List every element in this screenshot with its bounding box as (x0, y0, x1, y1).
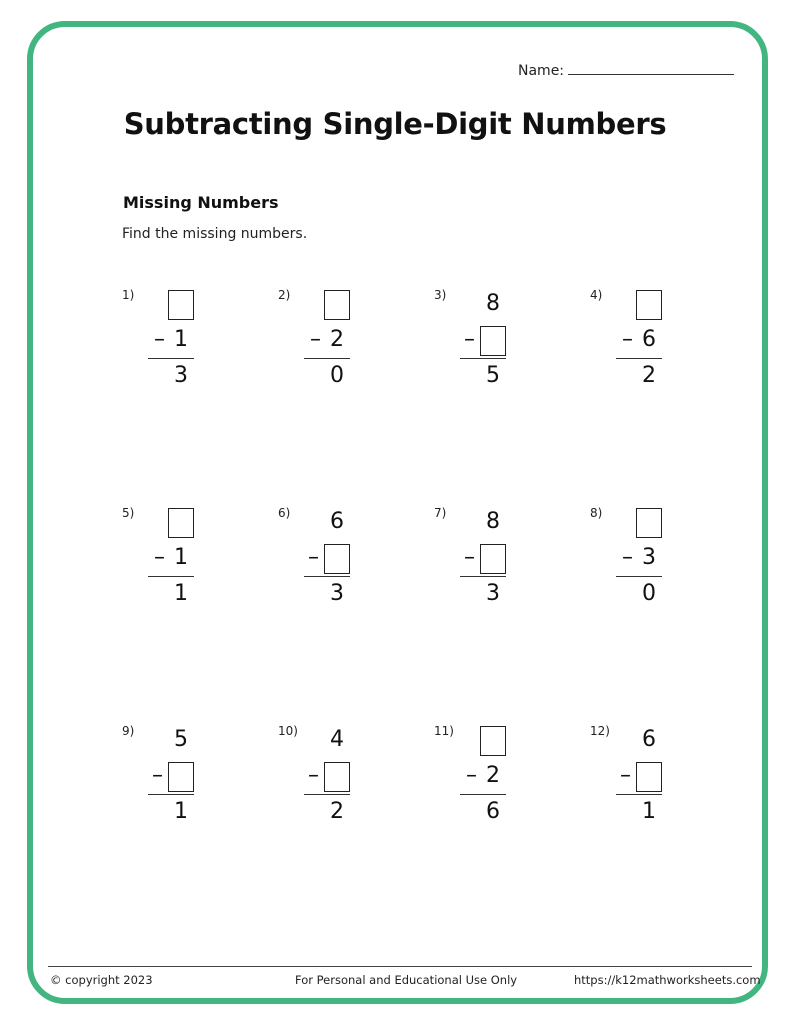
problem-5 (122, 506, 242, 616)
problem-number: 11) (434, 724, 454, 738)
answer-box[interactable] (168, 762, 194, 792)
subtrahend-row (304, 760, 350, 794)
problem-3 (434, 288, 554, 398)
difference: 3 (174, 363, 188, 388)
answer-rule (304, 576, 350, 577)
minus-sign: – (622, 545, 633, 570)
subtrahend: 1 (174, 545, 188, 570)
subtrahend: 2 (486, 763, 500, 788)
subtrahend-row (148, 324, 194, 358)
minus-sign: – (310, 327, 321, 352)
name-blank-line[interactable] (568, 62, 734, 75)
problem-1 (122, 288, 242, 398)
problem-8 (590, 506, 710, 616)
answer-box[interactable] (324, 544, 350, 574)
minus-sign: – (308, 763, 319, 788)
answer-rule (616, 576, 662, 577)
minus-sign: – (466, 763, 477, 788)
answer-box[interactable] (324, 762, 350, 792)
footer-usage: For Personal and Educational Use Only (295, 973, 518, 987)
difference-row (304, 796, 350, 828)
problem-number: 3) (434, 288, 447, 302)
difference: 3 (330, 581, 344, 606)
answer-box[interactable] (480, 326, 506, 356)
name-field[interactable] (518, 62, 734, 79)
problem-number: 8) (590, 506, 603, 520)
difference-row (148, 796, 194, 828)
minuend-row (148, 288, 194, 322)
problem-6 (278, 506, 398, 616)
minuend-row (304, 724, 350, 758)
difference-row (616, 578, 662, 610)
subtrahend: 3 (642, 545, 656, 570)
minuend: 4 (330, 727, 344, 752)
difference: 3 (486, 581, 500, 606)
subtrahend: 2 (330, 327, 344, 352)
subtrahend-row (460, 542, 506, 576)
subtrahend-row (304, 542, 350, 576)
minuend-row (460, 288, 506, 322)
problem-4 (590, 288, 710, 398)
subtrahend-row (460, 760, 506, 794)
answer-box[interactable] (480, 544, 506, 574)
difference: 0 (330, 363, 344, 388)
problem-number: 1) (122, 288, 135, 302)
difference-row (616, 360, 662, 392)
subtrahend-row (460, 324, 506, 358)
answer-rule (148, 794, 194, 795)
answer-rule (304, 358, 350, 359)
instructions: Find the missing numbers. (122, 226, 308, 242)
problem-2 (278, 288, 398, 398)
answer-rule (148, 576, 194, 577)
subtrahend-row (616, 542, 662, 576)
minuend: 8 (486, 509, 500, 534)
minuend-row (304, 288, 350, 322)
footer-divider (48, 966, 752, 967)
answer-box[interactable] (636, 762, 662, 792)
difference-row (148, 578, 194, 610)
problem-number: 12) (590, 724, 610, 738)
answer-rule (460, 358, 506, 359)
minus-sign: – (622, 327, 633, 352)
minus-sign: – (464, 327, 475, 352)
difference-row (460, 796, 506, 828)
minuend-row (460, 724, 506, 758)
answer-rule (616, 358, 662, 359)
difference: 2 (642, 363, 656, 388)
minuend: 5 (174, 727, 188, 752)
minuend-row (148, 506, 194, 540)
problem-12 (590, 724, 710, 834)
answer-box[interactable] (636, 508, 662, 538)
minuend-row (616, 506, 662, 540)
difference-row (148, 360, 194, 392)
problem-number: 2) (278, 288, 291, 302)
difference-row (460, 360, 506, 392)
answer-rule (304, 794, 350, 795)
difference-row (460, 578, 506, 610)
name-label: Name: (518, 63, 565, 79)
subtrahend: 6 (642, 327, 656, 352)
minuend-row (616, 288, 662, 322)
minuend: 6 (330, 509, 344, 534)
problem-10 (278, 724, 398, 834)
answer-box[interactable] (168, 290, 194, 320)
answer-rule (460, 794, 506, 795)
problem-number: 4) (590, 288, 603, 302)
difference: 5 (486, 363, 500, 388)
problem-9 (122, 724, 242, 834)
problem-7 (434, 506, 554, 616)
problem-11 (434, 724, 554, 834)
answer-box[interactable] (168, 508, 194, 538)
subtrahend-row (616, 324, 662, 358)
footer-url: https://k12mathworksheets.com (574, 973, 761, 987)
problem-number: 10) (278, 724, 298, 738)
difference-row (304, 360, 350, 392)
difference: 6 (486, 799, 500, 824)
difference: 1 (174, 799, 188, 824)
answer-rule (148, 358, 194, 359)
minus-sign: – (308, 545, 319, 570)
problem-number: 7) (434, 506, 447, 520)
subtrahend-row (148, 542, 194, 576)
difference: 2 (330, 799, 344, 824)
answer-rule (616, 794, 662, 795)
difference-row (616, 796, 662, 828)
minus-sign: – (620, 763, 631, 788)
subtrahend-row (148, 760, 194, 794)
minuend-row (304, 506, 350, 540)
answer-box[interactable] (480, 726, 506, 756)
difference-row (304, 578, 350, 610)
minuend-row (148, 724, 194, 758)
minus-sign: – (154, 327, 165, 352)
worksheet-title: Subtracting Single-Digit Numbers (123, 107, 667, 141)
difference: 1 (174, 581, 188, 606)
subtrahend-row (616, 760, 662, 794)
minuend: 6 (642, 727, 656, 752)
answer-box[interactable] (636, 290, 662, 320)
section-heading: Missing Numbers (123, 193, 279, 212)
minuend-row (460, 506, 506, 540)
subtrahend: 1 (174, 327, 188, 352)
difference: 0 (642, 581, 656, 606)
minuend-row (616, 724, 662, 758)
problem-number: 9) (122, 724, 135, 738)
minuend: 8 (486, 291, 500, 316)
minus-sign: – (154, 545, 165, 570)
footer-copyright: © copyright 2023 (50, 973, 153, 987)
subtrahend-row (304, 324, 350, 358)
answer-box[interactable] (324, 290, 350, 320)
difference: 1 (642, 799, 656, 824)
minus-sign: – (464, 545, 475, 570)
problem-number: 5) (122, 506, 135, 520)
minus-sign: – (152, 763, 163, 788)
problem-number: 6) (278, 506, 291, 520)
answer-rule (460, 576, 506, 577)
